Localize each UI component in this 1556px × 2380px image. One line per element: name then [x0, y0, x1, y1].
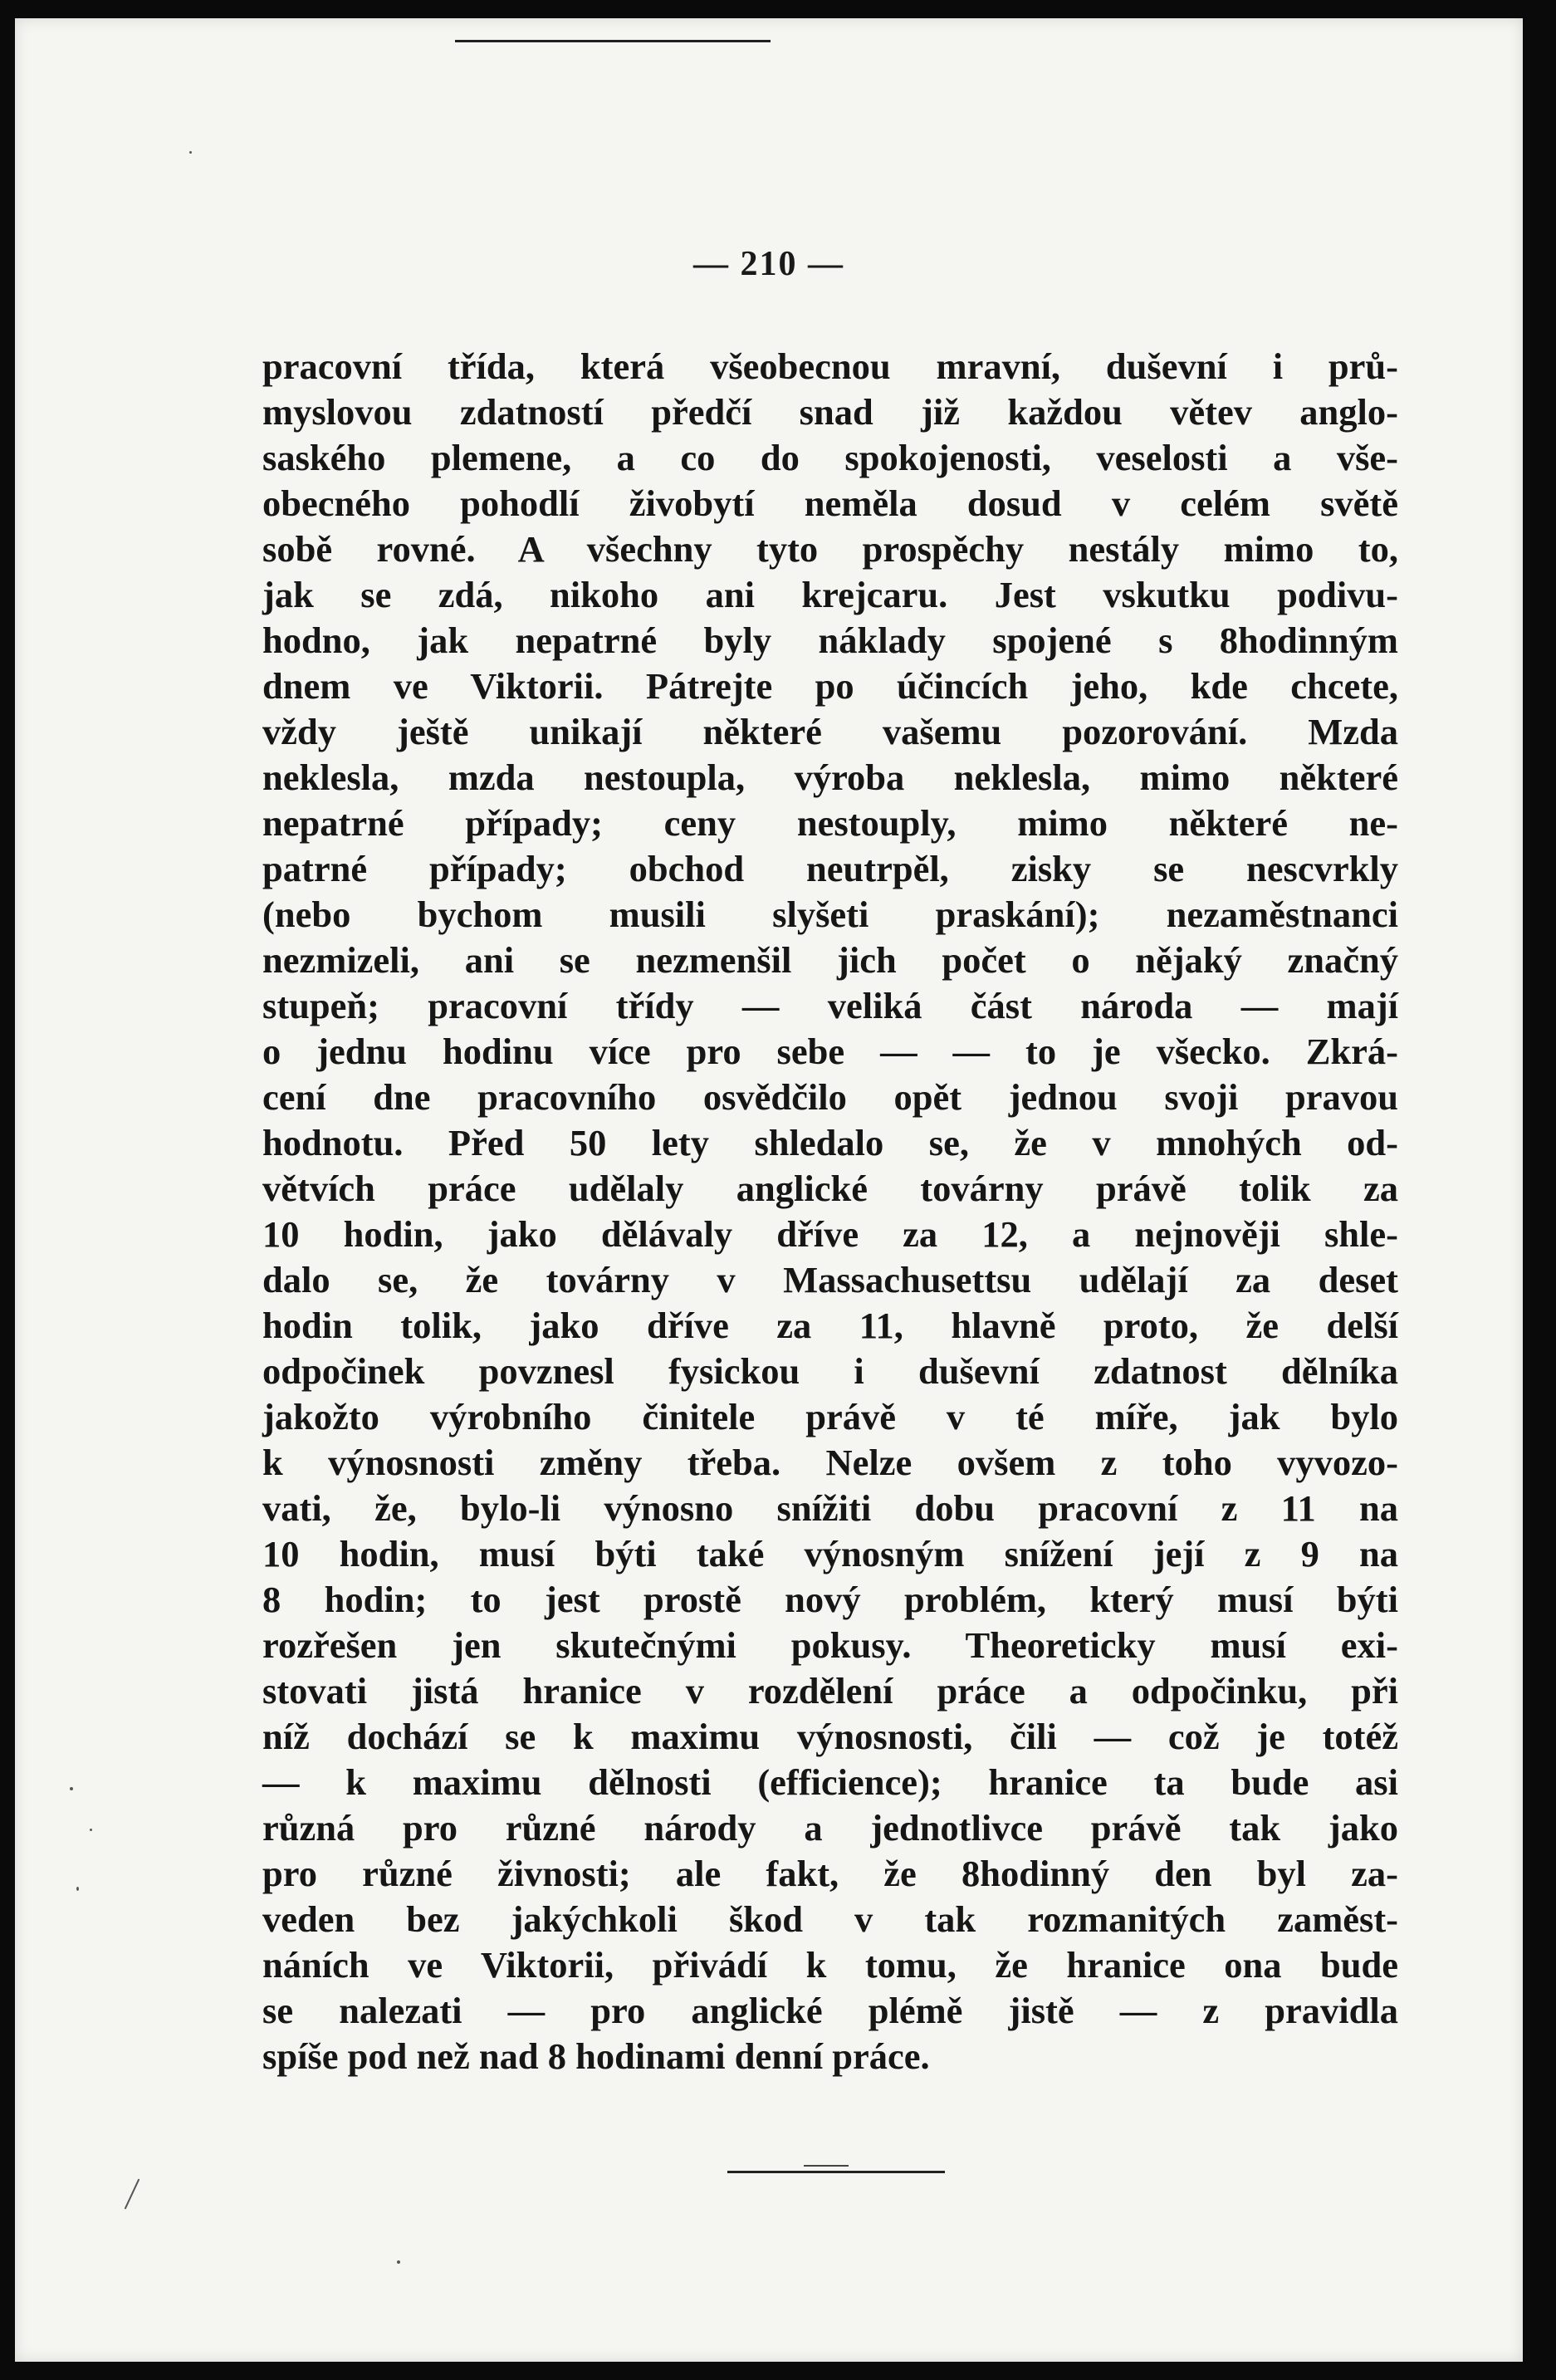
- text-line: sobě rovné. A všechny tyto prospěchy nestály mimo to,: [262, 528, 1398, 570]
- text-line: patrné případy; obchod neutrpěl, zisky se nescvrkly: [262, 848, 1398, 889]
- text-line: náních ve Viktorii, přivádí k tomu, že hranice ona bude: [262, 1944, 1398, 1986]
- text-line: dalo se, že továrny v Massachusettsu udělají za deset: [262, 1259, 1398, 1300]
- text-line: nepatrné případy; ceny nestouply, mimo některé ne-: [262, 802, 1398, 844]
- text-line: větvích práce udělaly anglické továrny právě tolik za: [262, 1168, 1398, 1209]
- text-line: níž dochází se k maximu výnosnosti, čili — což je totéž: [262, 1716, 1398, 1757]
- text-line: vati, že, bylo-li výnosno snížiti dobu pracovní z 11 na: [262, 1487, 1398, 1529]
- body-text: [262, 344, 1398, 2079]
- scan-speck: [70, 1787, 73, 1790]
- text-line: 10 hodin, jako dělávaly dříve za 12, a nejnověji shle-: [262, 1213, 1398, 1255]
- text-line: stupeň; pracovní třídy — veliká část národa — mají: [262, 985, 1398, 1026]
- text-line: rozřešen jen skutečnými pokusy. Theoreticky musí exi-: [262, 1624, 1398, 1666]
- text-line: spíše pod než nad 8 hodinami denní práce.: [262, 2035, 930, 2077]
- text-line: hodin tolik, jako dříve za 11, hlavně proto, že delší: [262, 1305, 1398, 1346]
- text-line: (nebo bychom musili slyšeti praskání); nezaměstnanci: [262, 894, 1398, 935]
- text-line: 10 hodin, musí býti také výnosným snížení její z 9 na: [262, 1533, 1398, 1574]
- book-page: [15, 18, 1523, 2362]
- text-line: — k maximu dělnosti (efficience); hranice ta bude asi: [262, 1761, 1398, 1803]
- text-line: myslovou zdatností předčí snad již každou větev anglo-: [262, 391, 1398, 433]
- text-line: neklesla, mzda nestoupla, výroba neklesla, mimo některé: [262, 757, 1398, 798]
- text-line: vždy ještě unikají některé vašemu pozorování. Mzda: [262, 711, 1398, 752]
- text-line: 8 hodin; to jest prostě nový problém, který musí býti: [262, 1579, 1398, 1620]
- scan-speck: [189, 151, 192, 154]
- text-line: jakožto výrobního činitele právě v té míře, jak bylo: [262, 1396, 1398, 1437]
- page-number: — 210 —: [693, 245, 844, 283]
- text-line: saského plemene, a co do spokojenosti, veselosti a vše-: [262, 437, 1398, 478]
- scan-speck: [90, 1829, 92, 1831]
- text-line: se nalezati — pro anglické plémě jistě — z pravidla: [262, 1990, 1398, 2031]
- text-line: nezmizeli, ani se nezmenšil jich počet o nějaký značný: [262, 939, 1398, 981]
- scan-speck: [76, 1887, 79, 1891]
- scan-speck: [125, 2178, 140, 2209]
- scan-speck: [397, 2260, 400, 2264]
- text-line: cení dne pracovního osvědčilo opět jednou svoji pravou: [262, 1076, 1398, 1118]
- text-line: odpočinek povznesl fysickou i duševní zdatnost dělníka: [262, 1350, 1398, 1392]
- text-line: dnem ve Viktorii. Pátrejte po účincích jeho, kde chcete,: [262, 665, 1398, 707]
- text-line: stovati jistá hranice v rozdělení práce a odpočinku, při: [262, 1670, 1398, 1712]
- text-line: pracovní třída, která všeobecnou mravní, duševní i prů-: [262, 345, 1398, 387]
- end-ornament-rule: [727, 2171, 945, 2173]
- text-line: pro různé živnosti; ale fakt, že 8hodinný den byl za-: [262, 1853, 1398, 1894]
- text-line: veden bez jakýchkoli škod v tak rozmanitých zaměst-: [262, 1898, 1398, 1940]
- text-line: k výnosnosti změny třeba. Nelze ovšem z toho vyvozo-: [262, 1442, 1398, 1483]
- text-line: obecného pohodlí živobytí neměla dosud v celém světě: [262, 482, 1398, 524]
- text-line: o jednu hodinu více pro sebe — — to je všecko. Zkrá-: [262, 1031, 1398, 1072]
- scan-edge-line: [455, 40, 771, 42]
- text-line: hodno, jak nepatrné byly náklady spojené s 8hodinným: [262, 619, 1398, 661]
- text-line: jak se zdá, nikoho ani krejcaru. Jest vskutku podivu-: [262, 574, 1398, 615]
- text-line: různá pro různé národy a jednotlivce právě tak jako: [262, 1807, 1398, 1849]
- text-line: hodnotu. Před 50 lety shledalo se, že v mnohých od-: [262, 1122, 1398, 1163]
